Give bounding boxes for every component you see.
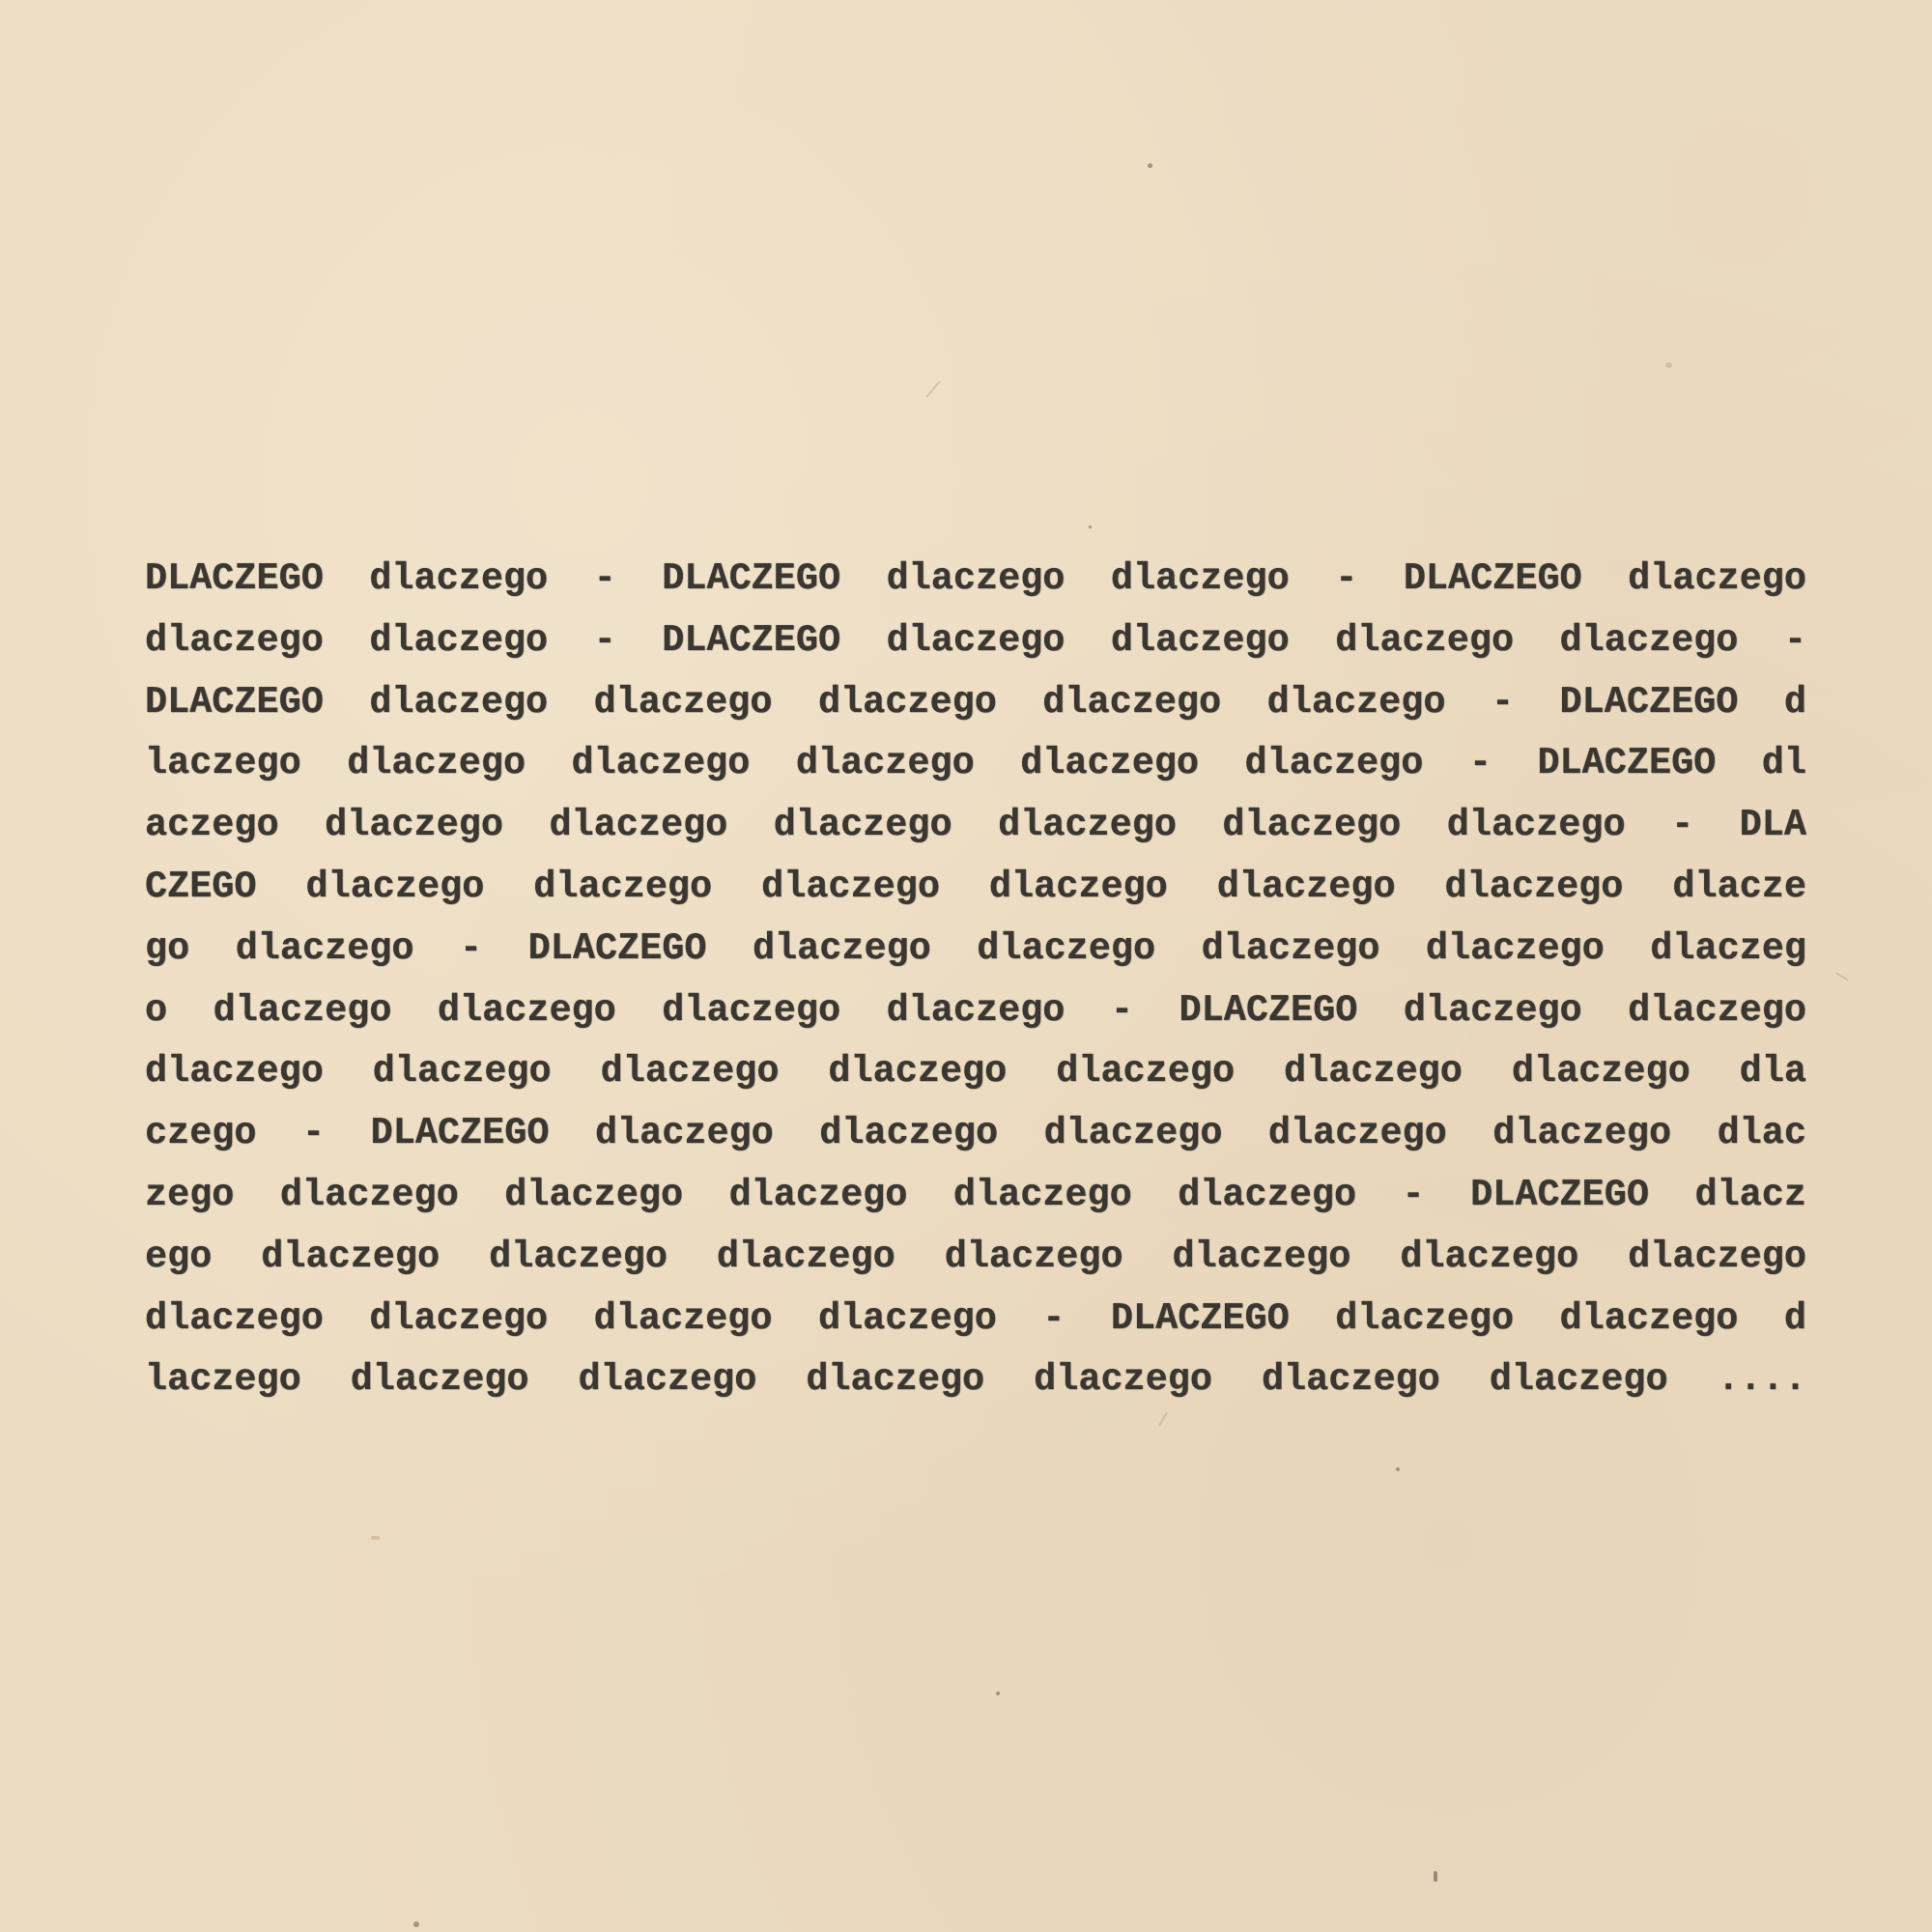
typed-line-8: o dlaczego dlaczego dlaczego dlaczego - DLACZEGO dlaczego dlaczego bbox=[145, 988, 1806, 1032]
paper-speck bbox=[413, 1921, 419, 1927]
paper-speck bbox=[1148, 163, 1152, 168]
typewritten-text-block bbox=[145, 549, 1806, 1411]
typed-line-4: laczego dlaczego dlaczego dlaczego dlaczego dlaczego - DLACZEGO dl bbox=[145, 742, 1806, 785]
paper-speck bbox=[1089, 526, 1092, 528]
paper-speck bbox=[1396, 1467, 1400, 1471]
paper-speck bbox=[371, 1536, 380, 1540]
paper-fibre bbox=[925, 381, 941, 398]
typed-line-14: laczego dlaczego dlaczego dlaczego dlaczego dlaczego dlaczego .... bbox=[145, 1358, 1806, 1402]
typed-line-13: dlaczego dlaczego dlaczego dlaczego - DLACZEGO dlaczego dlaczego d bbox=[145, 1296, 1806, 1340]
typed-line-10: czego - DLACZEGO dlaczego dlaczego dlaczego dlaczego dlaczego dlac bbox=[145, 1112, 1806, 1155]
paper-speck bbox=[996, 1691, 1000, 1695]
typed-line-12: ego dlaczego dlaczego dlaczego dlaczego dlaczego dlaczego dlaczego bbox=[145, 1235, 1806, 1278]
typed-line-1: DLACZEGO dlaczego - DLACZEGO dlaczego dlaczego - DLACZEGO dlaczego bbox=[145, 557, 1806, 600]
typed-line-5: aczego dlaczego dlaczego dlaczego dlaczego dlaczego dlaczego - DLA bbox=[145, 804, 1806, 847]
paper-fibre bbox=[1158, 1412, 1168, 1427]
typed-line-9: dlaczego dlaczego dlaczego dlaczego dlaczego dlaczego dlaczego dla bbox=[145, 1050, 1806, 1094]
typed-line-2: dlaczego dlaczego - DLACZEGO dlaczego dlaczego dlaczego dlaczego - bbox=[145, 618, 1806, 662]
typed-line-3: DLACZEGO dlaczego dlaczego dlaczego dlaczego dlaczego - DLACZEGO d bbox=[145, 680, 1806, 724]
paper-speck bbox=[1434, 1871, 1437, 1882]
typed-line-7: go dlaczego - DLACZEGO dlaczego dlaczego dlaczego dlaczego dlaczeg bbox=[145, 926, 1806, 970]
typed-line-6: CZEGO dlaczego dlaczego dlaczego dlaczego dlaczego dlaczego dlacze bbox=[145, 865, 1806, 908]
typed-line-11: zego dlaczego dlaczego dlaczego dlaczego dlaczego - DLACZEGO dlacz bbox=[145, 1173, 1806, 1216]
paper-fibre bbox=[1835, 973, 1848, 981]
paper-speck bbox=[1665, 362, 1672, 368]
